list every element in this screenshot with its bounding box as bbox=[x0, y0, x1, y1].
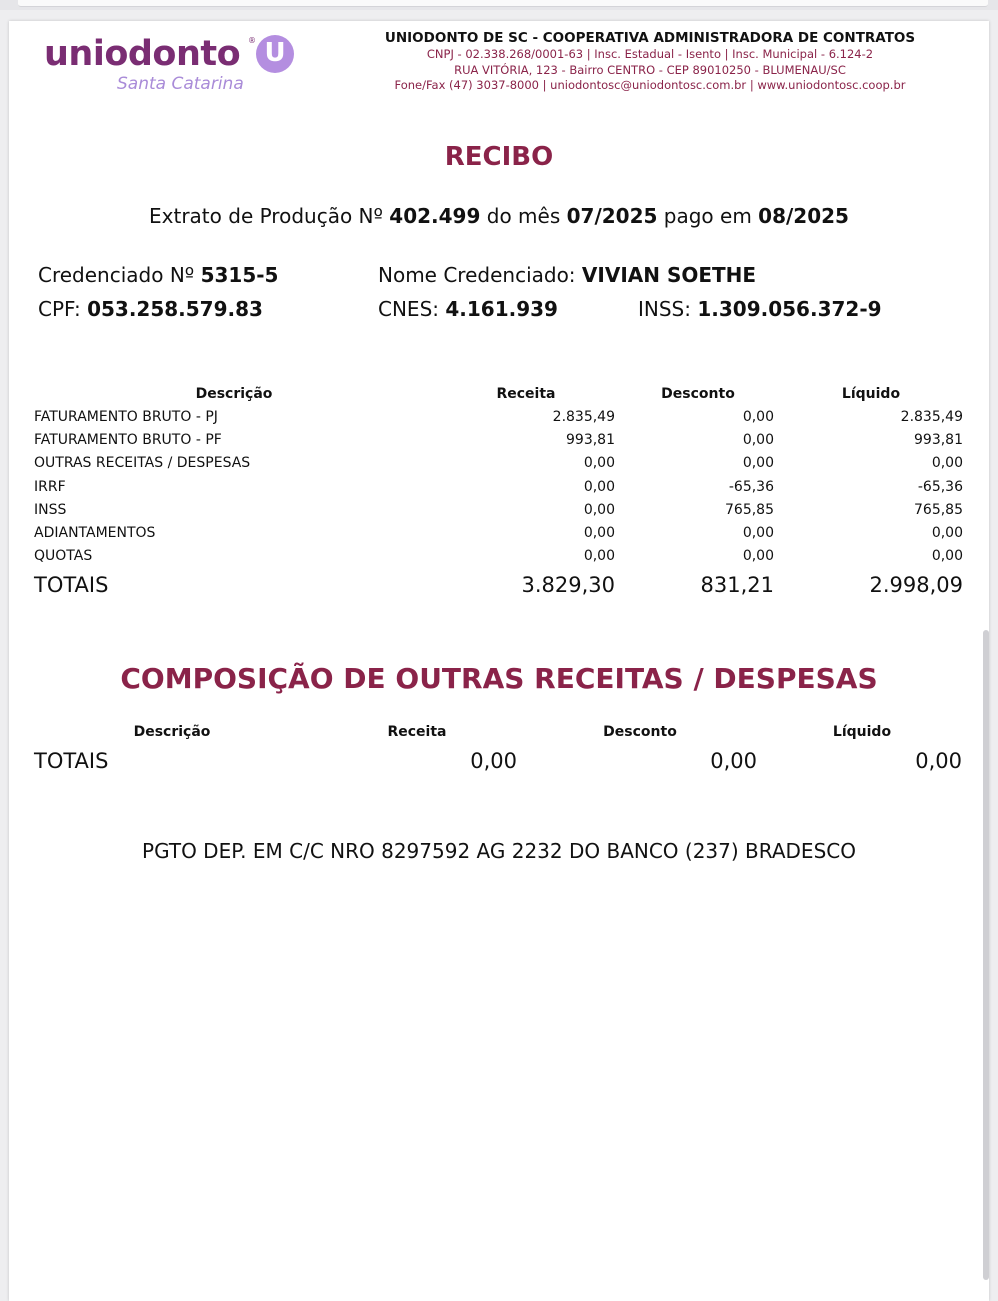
extrato-line bbox=[0, 204, 998, 228]
totals-receita: 3.829,30 bbox=[521, 573, 615, 597]
inss-label: INSS: bbox=[638, 297, 691, 321]
credenciado-numero-value: 5315-5 bbox=[200, 263, 279, 287]
row-descricao: INSS bbox=[34, 502, 67, 518]
row-descricao: FATURAMENTO BRUTO - PJ bbox=[34, 409, 218, 425]
table-header-liquido: Líquido bbox=[841, 386, 901, 402]
extrato-mes: 07/2025 bbox=[566, 204, 658, 228]
scrollbar-thumb[interactable] bbox=[983, 630, 989, 1280]
extrato-do-mes: do mês bbox=[486, 204, 561, 228]
logo-u-icon bbox=[256, 35, 294, 73]
credenciado-inss bbox=[638, 297, 882, 321]
organization-registration: CNPJ - 02.338.268/0001-63 | Insc. Estadual - Isento | Insc. Municipal - 6.124-2 bbox=[426, 47, 874, 61]
payment-info: PGTO DEP. EM C/C NRO 8297592 AG 2232 DO BANCO (237) BRADESCO bbox=[142, 839, 856, 863]
table-row bbox=[0, 502, 998, 525]
credenciado-cpf bbox=[38, 297, 263, 321]
previous-page-bottom bbox=[18, 0, 988, 7]
uniodonto-logo bbox=[44, 34, 314, 114]
table-row bbox=[0, 479, 998, 502]
row-desconto: 0,00 bbox=[742, 525, 774, 541]
row-liquido: 0,00 bbox=[931, 455, 963, 471]
table-row bbox=[0, 432, 998, 455]
row-liquido: 0,00 bbox=[931, 525, 963, 541]
inss-value: 1.309.056.372-9 bbox=[697, 297, 882, 321]
row-receita: 0,00 bbox=[583, 455, 615, 471]
row-desconto: 0,00 bbox=[742, 548, 774, 564]
credenciado-nome-value: VIVIAN SOETHE bbox=[581, 263, 757, 287]
composicao-totals-liquido: 0,00 bbox=[915, 749, 962, 773]
row-desconto: -65,36 bbox=[728, 479, 774, 495]
cnes-label: CNES: bbox=[378, 297, 439, 321]
table-header-receita: Receita bbox=[496, 386, 556, 402]
row-liquido: 0,00 bbox=[931, 548, 963, 564]
row-desconto: 765,85 bbox=[725, 502, 774, 518]
totals-liquido: 2.998,09 bbox=[869, 573, 963, 597]
cpf-value: 053.258.579.83 bbox=[87, 297, 263, 321]
organization-contact: Fone/Fax (47) 3037-8000 | uniodontosc@uniodontosc.com.br | www.uniodontosc.coop.br bbox=[394, 78, 906, 92]
row-receita: 0,00 bbox=[583, 479, 615, 495]
document-title: RECIBO bbox=[444, 142, 554, 172]
row-receita: 2.835,49 bbox=[552, 409, 615, 425]
row-descricao: OUTRAS RECEITAS / DESPESAS bbox=[34, 455, 251, 471]
organization-header bbox=[370, 30, 930, 94]
row-descricao: FATURAMENTO BRUTO - PF bbox=[34, 432, 222, 448]
composicao-header-liquido: Líquido bbox=[832, 724, 892, 740]
credenciado-numero bbox=[38, 263, 278, 287]
registered-mark: ® bbox=[248, 36, 256, 45]
row-desconto: 0,00 bbox=[742, 432, 774, 448]
table-row bbox=[0, 525, 998, 548]
row-descricao: ADIANTAMENTOS bbox=[34, 525, 156, 541]
row-desconto: 0,00 bbox=[742, 409, 774, 425]
row-liquido: 993,81 bbox=[914, 432, 963, 448]
extrato-numero: 402.499 bbox=[389, 204, 481, 228]
composicao-header-desconto: Desconto bbox=[603, 724, 677, 740]
extrato-pagamento: 08/2025 bbox=[758, 204, 849, 228]
totals-label: TOTAIS bbox=[34, 573, 109, 597]
row-receita: 0,00 bbox=[583, 502, 615, 518]
extrato-prefix: Extrato de Produção Nº bbox=[149, 204, 383, 228]
row-liquido: 2.835,49 bbox=[900, 409, 963, 425]
organization-address: RUA VITÓRIA, 123 - Bairro CENTRO - CEP 89010250 - BLUMENAU/SC bbox=[454, 62, 846, 77]
credenciado-nome bbox=[378, 263, 756, 287]
extrato-pago-em: pago em bbox=[663, 204, 752, 228]
row-descricao: QUOTAS bbox=[34, 548, 93, 564]
table-row bbox=[0, 548, 998, 571]
row-receita: 993,81 bbox=[566, 432, 615, 448]
composicao-header-receita: Receita bbox=[387, 724, 447, 740]
organization-name: UNIODONTO DE SC - COOPERATIVA ADMINISTRADORA DE CONTRATOS bbox=[384, 30, 916, 46]
table-row bbox=[0, 409, 998, 432]
row-liquido: -65,36 bbox=[917, 479, 963, 495]
row-receita: 0,00 bbox=[583, 525, 615, 541]
row-receita: 0,00 bbox=[583, 548, 615, 564]
logo-subtitle: Santa Catarina bbox=[117, 74, 244, 94]
credenciado-cnes bbox=[378, 297, 558, 321]
credenciado-numero-label: Credenciado Nº bbox=[38, 263, 195, 287]
table-header-descricao: Descrição bbox=[195, 386, 273, 402]
previous-page-edge bbox=[0, 0, 998, 10]
composicao-title: COMPOSIÇÃO DE OUTRAS RECEITAS / DESPESAS bbox=[120, 662, 878, 695]
cpf-label: CPF: bbox=[38, 297, 81, 321]
logo-mark-letter: U bbox=[264, 38, 286, 68]
row-descricao: IRRF bbox=[34, 479, 66, 495]
totals-desconto: 831,21 bbox=[700, 573, 774, 597]
row-desconto: 0,00 bbox=[742, 455, 774, 471]
table-row bbox=[0, 455, 998, 478]
row-liquido: 765,85 bbox=[914, 502, 963, 518]
logo-wordmark: uniodonto bbox=[44, 34, 241, 74]
cnes-value: 4.161.939 bbox=[445, 297, 558, 321]
table-header-desconto: Desconto bbox=[661, 386, 735, 402]
composicao-totals-label: TOTAIS bbox=[34, 749, 109, 773]
composicao-totals-receita: 0,00 bbox=[470, 749, 517, 773]
composicao-header-descricao: Descrição bbox=[133, 724, 211, 740]
credenciado-nome-label: Nome Credenciado: bbox=[378, 263, 576, 287]
composicao-totals-desconto: 0,00 bbox=[710, 749, 757, 773]
